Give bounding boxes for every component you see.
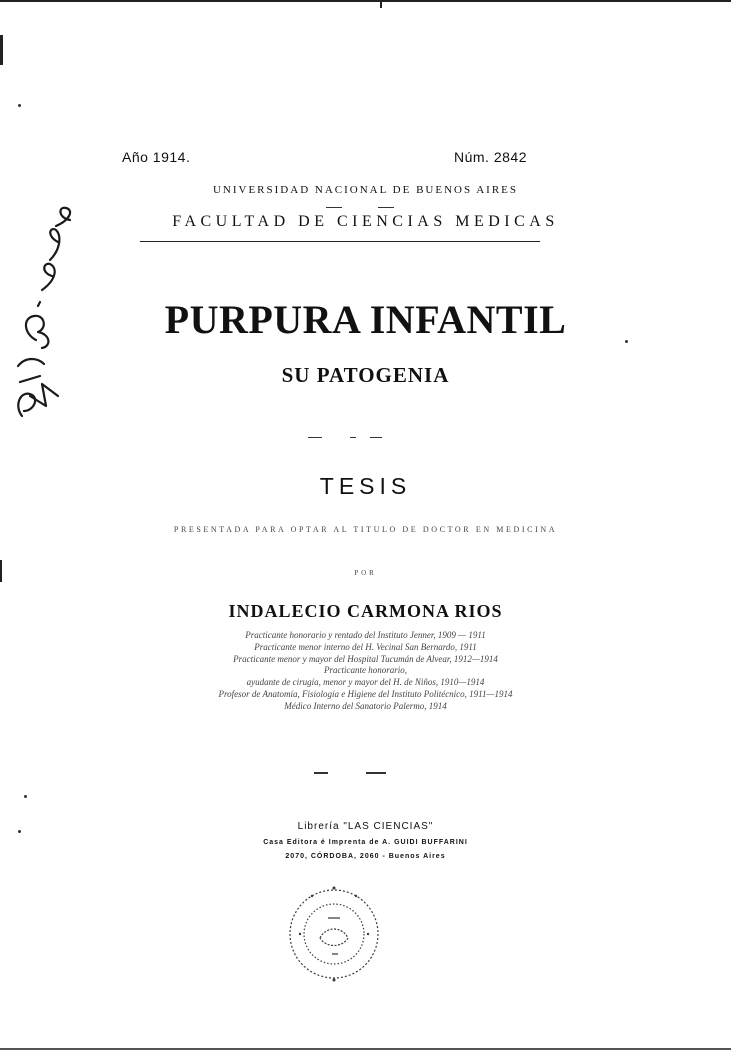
credential-line: Médico Interno del Sanatorio Palermo, 1914: [284, 700, 447, 711]
thesis-label: TESIS: [319, 473, 412, 499]
header-rule: [140, 241, 540, 242]
year-label: Año 1914.: [122, 149, 191, 165]
library-stamp: [282, 878, 387, 993]
credential-line: Practicante honorario y rentado del Instituto Jenner, 1909 — 1911: [245, 630, 486, 640]
presented-for-line: PRESENTADA PARA OPTAR AL TITULO DE DOCTOR EN MEDICINA: [173, 525, 558, 534]
publisher-name: Librería "LAS CIENCIAS": [297, 821, 434, 832]
speck-mark: [18, 104, 21, 107]
publisher-address: 2070, CÓRDOBA, 2060 - Buenos Aires: [285, 853, 446, 860]
credential-line: Profesor de Anatomía, Fisiología e Higiene del Instituto Politécnico, 1911—1914: [218, 688, 513, 699]
university-name: UNIVERSIDAD NACIONAL DE BUENOS AIRES: [212, 184, 519, 196]
left-edge-mark: [0, 35, 3, 65]
issue-number: Núm. 2842: [454, 149, 527, 165]
credential-line: ayudante de cirugía, menor y mayor del H. de Niños, 1910—1914: [246, 677, 485, 688]
ornament-divider: [310, 770, 390, 776]
bottom-border-line: [0, 1048, 731, 1050]
credential-line: Practicante honorario,: [324, 665, 407, 676]
top-border-tick: [380, 0, 382, 8]
thesis-subtitle: SU PATOGENIA: [281, 363, 450, 387]
publisher-house: Casa Editora é Imprenta de A. GUIDI BUFFARINI: [263, 839, 468, 846]
ornament-divider: [300, 435, 390, 441]
author-credentials: [0, 630, 731, 713]
speck-mark: [24, 795, 27, 798]
top-border-line: [0, 0, 731, 2]
ornament-divider: [318, 204, 408, 212]
author-name: INDALECIO CARMONA RIOS: [228, 601, 503, 621]
thesis-title: PURPURA INFANTIL: [164, 297, 567, 342]
faculty-name: FACULTAD DE CIENCIAS MEDICAS: [172, 213, 559, 230]
by-label: POR: [354, 569, 377, 577]
credential-line: Practicante menor interno del H. Vecinal San Bernardo, 1911: [254, 641, 477, 652]
credential-line: Practicante menor y mayor del Hospital Tucumán de Alvear, 1912—1914: [233, 653, 498, 664]
